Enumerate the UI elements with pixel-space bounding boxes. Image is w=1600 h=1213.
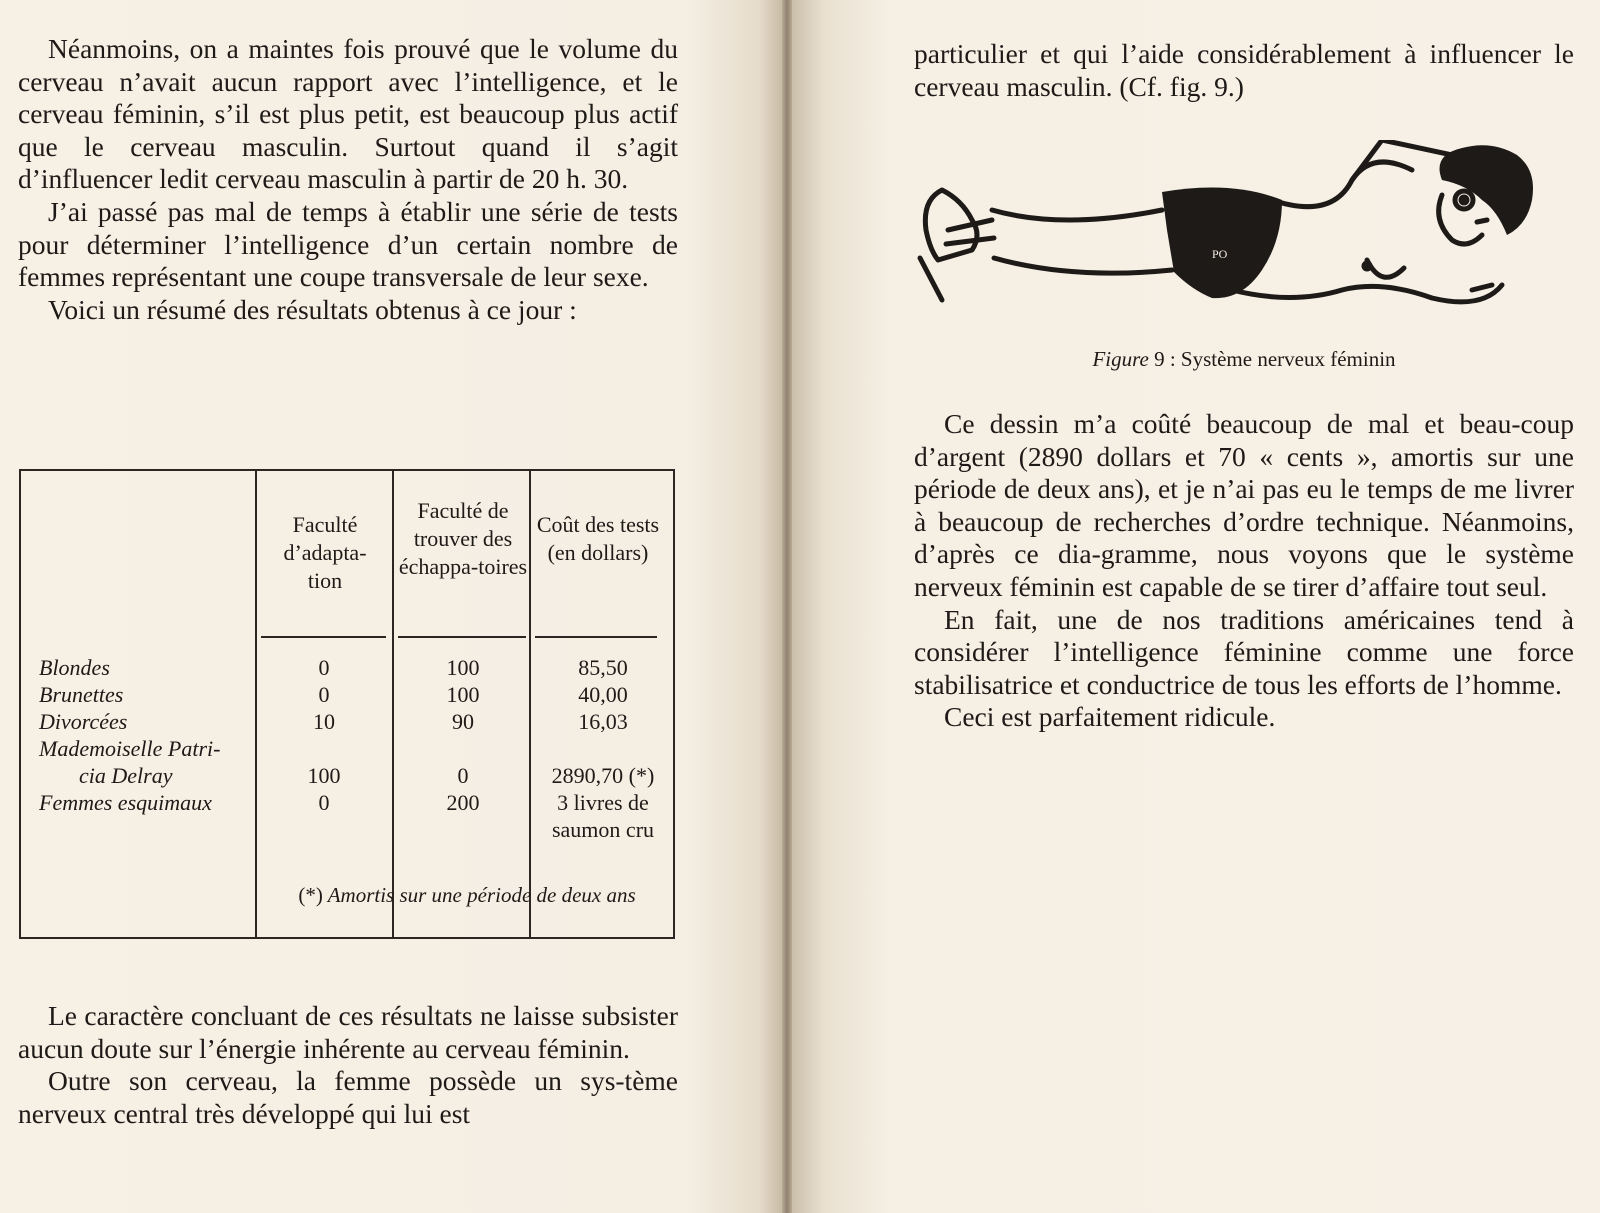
table-row	[21, 654, 673, 682]
cell-cout: 2890,70 (*)	[551, 763, 655, 788]
figure-label: Figure	[1092, 347, 1149, 371]
paragraph: particulier et qui l’aide considérablement à influencer le cerveau masculin. (Cf. fig. 9.)	[914, 38, 1574, 102]
results-table	[19, 469, 675, 939]
table-row	[21, 789, 673, 817]
left-bottom-text	[18, 1000, 678, 1130]
left-top-text	[18, 33, 678, 326]
table-row	[21, 762, 673, 790]
table-row	[21, 735, 673, 763]
header-rule	[398, 636, 526, 638]
row-name: Blondes	[39, 655, 110, 680]
column-header-adaptation: Faculté d’adapta-tion	[283, 512, 367, 593]
cell-cout: saumon cru	[551, 817, 655, 842]
paragraph: Voici un résumé des résultats obtenus à ce jour :	[48, 293, 577, 325]
book-gutter	[782, 0, 792, 1213]
drawing-lettering: PO	[1212, 247, 1228, 261]
cell-adaptation: 0	[318, 655, 330, 680]
cell-cout: 3 livres de	[557, 790, 649, 815]
cell-cout: 16,03	[578, 709, 628, 734]
row-name: Mademoiselle Patri-	[39, 736, 221, 761]
paragraph: Ce dessin m’a coûté beaucoup de mal et beau-coup d’argent (2890 dollars et 70 « cents », amortis sur une période de deux ans), et je n’ai pas eu le temps de me livrer à beaucoup de recherches d’ordre technique. Néanmoins, d’après ce dia-gramme, nous voyons que le système nerveux féminin est capable de se tirer d’affaire tout seul.	[914, 408, 1574, 602]
cell-echappatoires: 90	[452, 709, 474, 734]
cell-echappatoires: 200	[446, 790, 480, 815]
column-header-echappatoires: Faculté de trouver des échappa-toires	[398, 498, 528, 579]
paragraph: Ceci est parfaitement ridicule.	[944, 701, 1276, 733]
paragraph: Outre son cerveau, la femme possède un sys-tème nerveux central très développé qui lui est	[18, 1065, 678, 1129]
cell-echappatoires: 100	[446, 655, 480, 680]
row-name: Brunettes	[39, 682, 124, 707]
cell-adaptation: 0	[318, 790, 330, 815]
figure-number: 9	[1154, 347, 1165, 371]
figure-caption-text: : Système nerveux féminin	[1164, 347, 1396, 371]
paragraph: Le caractère concluant de ces résultats ne laisse subsister aucun doute sur l’énergie inhérente au cerveau féminin.	[18, 1000, 678, 1064]
cell-echappatoires: 100	[446, 682, 480, 707]
figure-drawing	[912, 140, 1572, 340]
cell-cout: 85,50	[578, 655, 628, 680]
table-row	[21, 708, 673, 736]
right-body-text	[914, 408, 1574, 734]
column-header-cout: Coût des tests (en dollars)	[536, 512, 660, 565]
cell-cout: 40,00	[578, 682, 628, 707]
table-row	[21, 681, 673, 709]
footnote-text: Amortis sur une période de deux ans	[327, 883, 636, 907]
right-top-text	[914, 38, 1574, 103]
header-rule	[261, 636, 386, 638]
paragraph: En fait, une de nos traditions américaines tend à considérer l’intelligence féminine comme une force stabilisatrice et conductrice de tous les efforts de l’homme.	[914, 603, 1574, 700]
figure-caption	[914, 347, 1574, 372]
row-name: Divorcées	[39, 709, 128, 734]
table-footnote	[261, 883, 673, 908]
row-name: cia Delray	[79, 763, 173, 788]
footnote-mark: (*)	[298, 883, 323, 907]
cell-echappatoires: 0	[457, 763, 469, 788]
cell-adaptation: 0	[318, 682, 330, 707]
skirt-shape	[1162, 188, 1282, 299]
cell-adaptation: 10	[313, 709, 335, 734]
cell-adaptation: 100	[307, 763, 341, 788]
paragraph: J’ai passé pas mal de temps à établir une série de tests pour déterminer l’intelligence d’un certain nombre de femmes représentant une coupe transversale de leur sexe.	[18, 195, 678, 293]
header-rule	[535, 636, 657, 638]
table-row	[21, 816, 673, 844]
paragraph: Néanmoins, on a maintes fois prouvé que le volume du cerveau n’avait aucun rapport avec l’intelligence, et le cerveau féminin, s’il est plus petit, est beaucoup plus actif que le cerveau masculin. Surtout quand il s’agit d’influencer ledit cerveau masculin à partir de 20 h. 30.	[18, 33, 678, 195]
row-name: Femmes esquimaux	[39, 790, 212, 815]
